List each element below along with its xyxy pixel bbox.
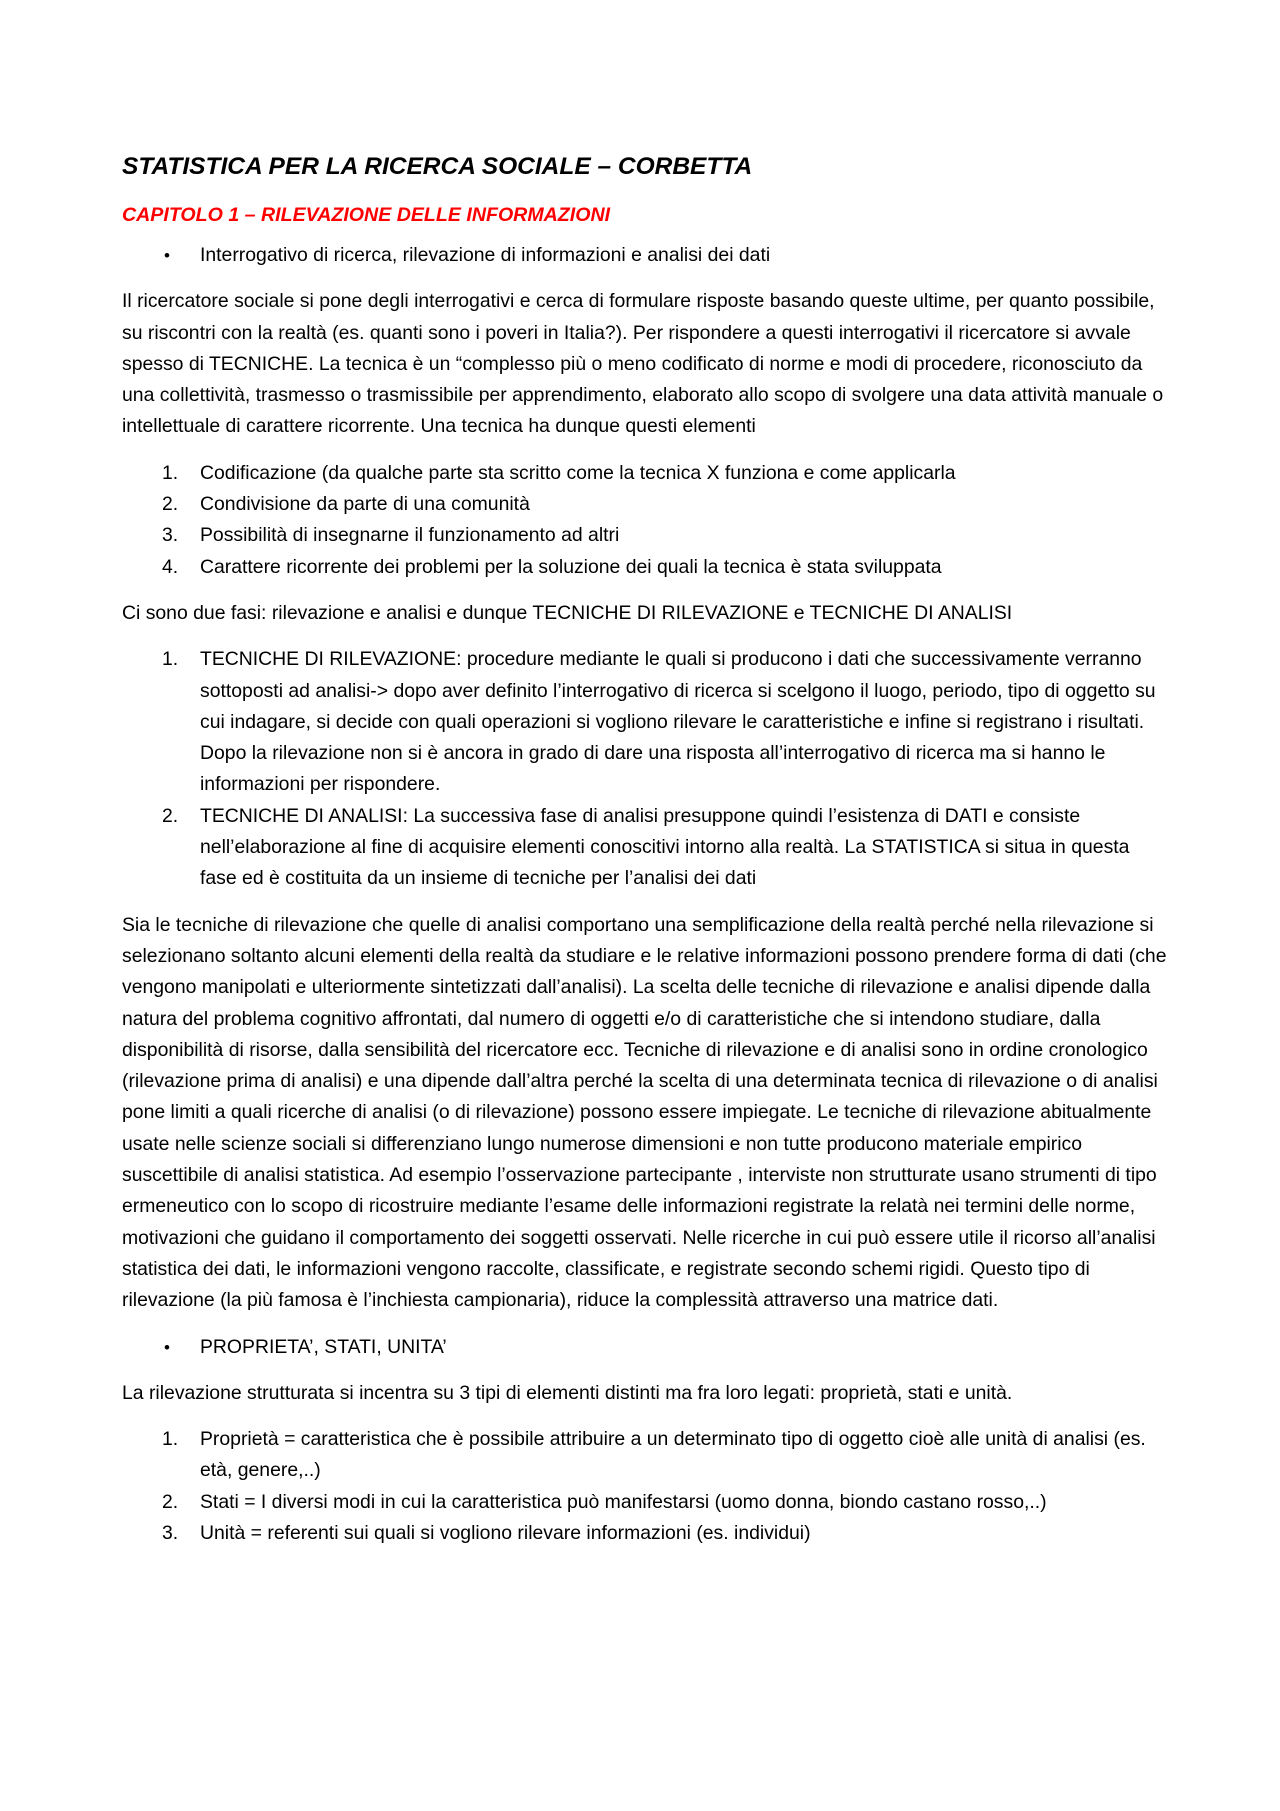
document-title: STATISTICA PER LA RICERCA SOCIALE – CORBETTA <box>122 153 753 180</box>
list-text: TECNICHE DI RILEVAZIONE: procedure mediante le quali si producono i dati che successivamente verranno sottoposti ad analisi-> dopo aver definito l’interrogativo di ricerca si scelgono il luogo, periodo, tipo di oggetto su cui indagare, si decide con quali operazioni si vogliono rilevare le caratteristiche e infine si registrano i risultati. Dopo la rilevazione non si è ancora in grado di dare una risposta all’interrogativo di ricerca ma si hanno le informazioni per rispondere. <box>200 648 1156 796</box>
list-number: 2. <box>162 1490 179 1513</box>
list-text: Stati = I diversi modi in cui la caratteristica può manifestarsi (uomo donna, biondo castano rosso,..) <box>200 1490 1047 1513</box>
list-item <box>122 489 1168 520</box>
list-text: Carattere ricorrente dei problemi per la soluzione dei quali la tecnica è stata sviluppata <box>200 555 942 578</box>
document-page <box>122 150 1168 1564</box>
list-item <box>122 458 1168 489</box>
paragraph-2: Ci sono due fasi: rilevazione e analisi e dunque TECNICHE DI RILEVAZIONE e TECNICHE DI ANALISI <box>122 601 1013 624</box>
numbered-list-2 <box>122 644 1168 894</box>
list-item <box>122 520 1168 551</box>
list-item <box>122 644 1168 800</box>
numbered-list-3 <box>122 1424 1168 1549</box>
list-item <box>122 1487 1168 1518</box>
paragraph-1: Il ricercatore sociale si pone degli interrogativi e cerca di formulare risposte basando queste ultime, per quanto possibile, su riscontri con la realtà (es. quanti sono i poveri in Italia?). Per rispondere a questi interrogativi il ricercatore si avvale spesso di TECNICHE. La tecnica è un “complesso più o meno codificato di norme e modi di procedere, riconosciuto da una collettività, trasmesso o trasmissibile per apprendimento, elaborato allo scopo di svolgere una data attività manuale o intellettuale di carattere ricorrente. Una tecnica ha dunque questi elementi <box>122 290 1164 438</box>
list-item <box>122 240 1168 271</box>
list-text: Unità = referenti sui quali si vogliono rilevare informazioni (es. individui) <box>200 1521 811 1544</box>
list-text: TECNICHE DI ANALISI: La successiva fase di analisi presuppone quindi l’esistenza di DATI e consiste nell’elaborazione al fine di acquisire elementi conoscitivi intorno alla realtà. La STATISTICA si situa in questa fase ed è costituita da un insieme di tecniche per l’analisi dei dati <box>200 804 1130 890</box>
bullet-list-1 <box>122 240 1168 271</box>
paragraph-4: La rilevazione strutturata si incentra su 3 tipi di elementi distinti ma fra loro legati: proprietà, stati e unità. <box>122 1381 1013 1404</box>
list-number: 4. <box>162 555 179 578</box>
bullet-text: Interrogativo di ricerca, rilevazione di informazioni e analisi dei dati <box>200 244 771 266</box>
list-item <box>122 1518 1168 1549</box>
list-number: 2. <box>162 493 179 516</box>
list-number: 1. <box>162 1428 179 1451</box>
list-number: 3. <box>162 524 179 547</box>
list-text: Possibilità di insegnarne il funzionamento ad altri <box>200 524 620 547</box>
list-item <box>122 1332 1168 1363</box>
list-number: 1. <box>162 648 179 671</box>
list-item <box>122 801 1168 895</box>
list-item <box>122 1424 1168 1487</box>
numbered-list-1 <box>122 458 1168 583</box>
list-number: 1. <box>162 461 179 484</box>
list-number: 2. <box>162 804 179 827</box>
bullet-icon: • <box>164 246 170 265</box>
bullet-list-2 <box>122 1332 1168 1363</box>
list-number: 3. <box>162 1521 179 1544</box>
list-text: Codificazione (da qualche parte sta scritto come la tecnica X funziona e come applicarla <box>200 461 956 484</box>
list-text: Condivisione da parte di una comunità <box>200 493 530 516</box>
list-item <box>122 552 1168 583</box>
paragraph-3: Sia le tecniche di rilevazione che quelle di analisi comportano una semplificazione della realtà perché nella rilevazione si selezionano soltanto alcuni elementi della realtà da studiare e le relative informazioni possono prendere forma di dati (che vengono manipolati e ulteriormente sintetizzati dall’analisi). La scelta delle tecniche di rilevazione e analisi dipende dalla natura del problema cognitivo affrontati, dal numero di oggetti e/o di caratteristiche che si intendono studiare, dalla disponibilità di risorse, dalla sensibilità del ricercatore ecc. Tecniche di rilevazione e di analisi sono in ordine cronologico (rilevazione prima di analisi) e una dipende dall’altra perché la scelta di una determinata tecnica di rilevazione o di analisi pone limiti a quali ricerche di analisi (o di rilevazione) possono essere impiegate. Le tecniche di rilevazione abitualmente usate nelle scienze sociali si differenziano lungo numerose dimensioni e non tutte producono materiale empirico suscettibile di analisi statistica. Ad esempio l’osservazione partecipante , interviste non strutturate usano strumenti di tipo ermeneutico con lo scopo di ricostruire mediante l’esame delle informazioni registrate la relatà nei termini delle norme, motivazioni che guidano il comportamento dei soggetti osservati. Nelle ricerche in cui può essere utile il ricorso all’analisi statistica dei dati, le informazioni vengono raccolte, classificate, e registrate secondo schemi rigidi. Questo tipo di rilevazione (la più famosa è l’inchiesta campionaria), riduce la complessità attraverso una matrice dati. <box>122 913 1167 1312</box>
chapter-heading: CAPITOLO 1 – RILEVAZIONE DELLE INFORMAZIONI <box>122 204 611 226</box>
bullet-icon: • <box>164 1337 170 1357</box>
bullet-text: PROPRIETA’, STATI, UNITA’ <box>200 1335 447 1358</box>
list-text: Proprietà = caratteristica che è possibile attribuire a un determinato tipo di oggetto cioè alle unità di analisi (es. età, genere,..) <box>200 1428 1146 1482</box>
